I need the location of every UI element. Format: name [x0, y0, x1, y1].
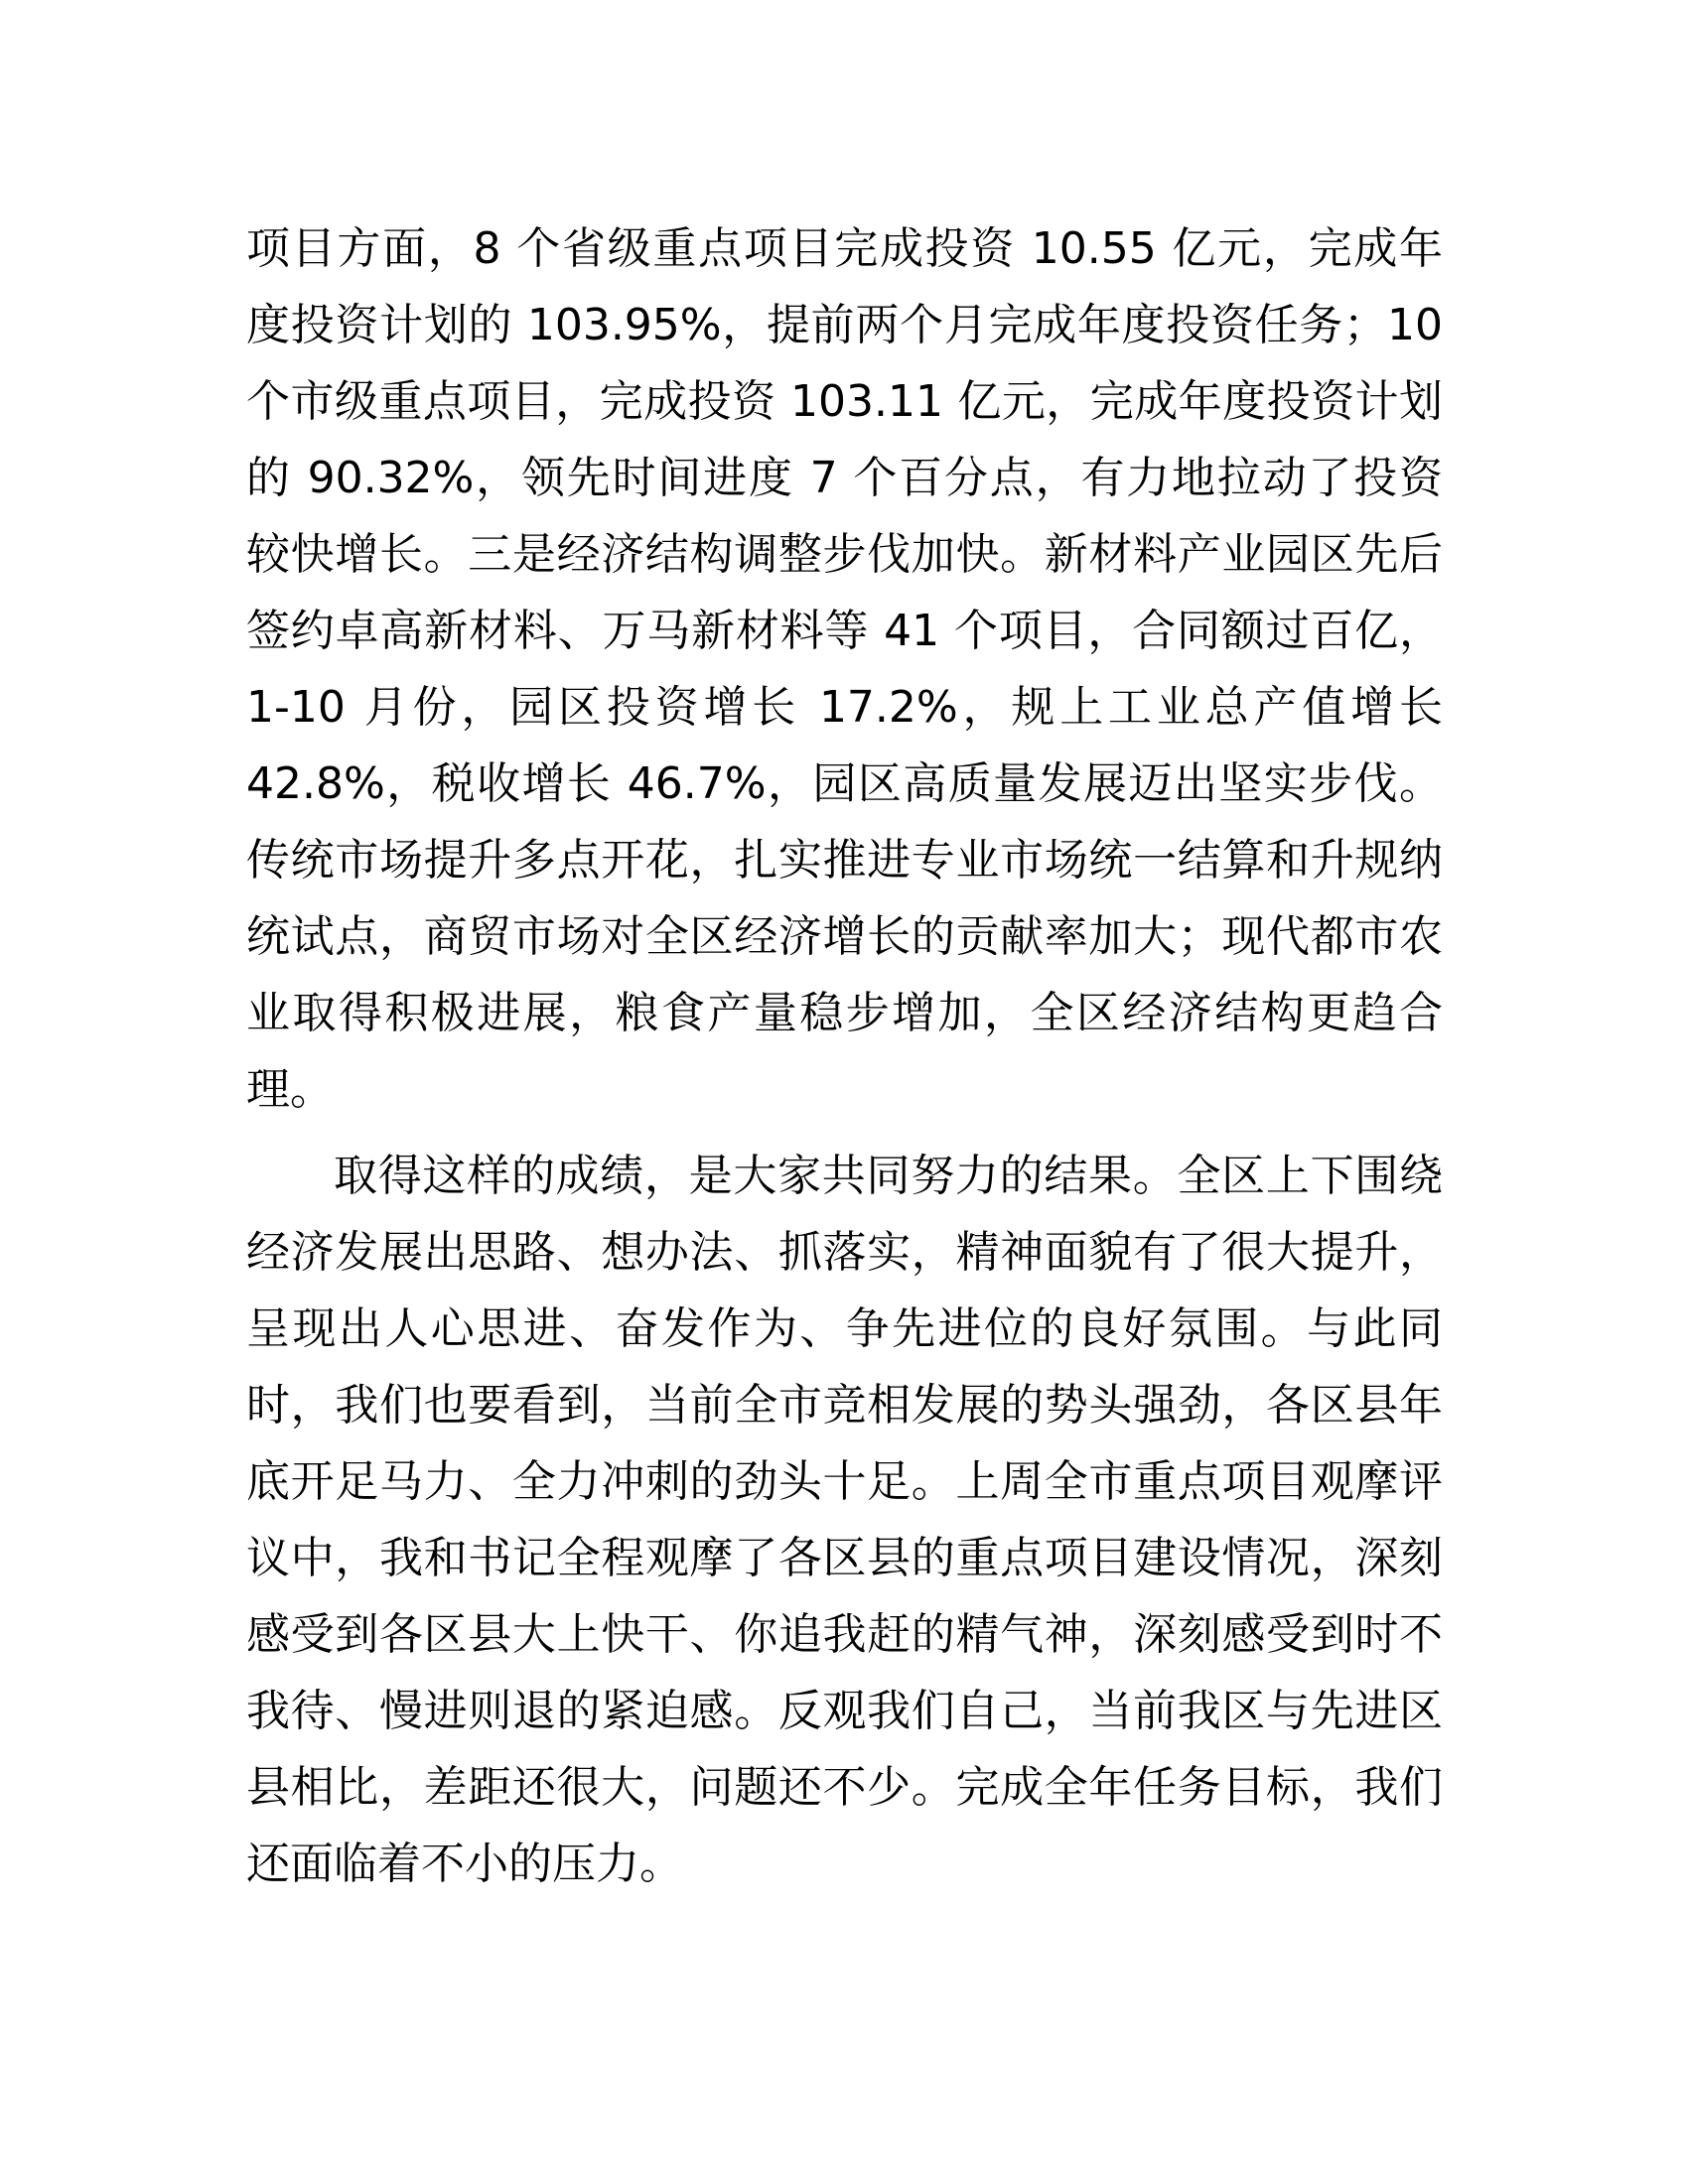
paragraph-achievements: 取得这样的成绩，是大家共同努力的结果。全区上下围绕经济发展出思路、想办法、抓落实，精神面貌有了很大提升，呈现出人心思进、奋发作为、争先进位的良好氛围。与此同时，我们也要看到，当前全市竞相发展的势头强劲，各区县年底开足马力、全力冲刺的劲头十足。上周全市重点项目观摩评议中，我和书记全程观摩了各区县的重点项目建设情况，深刻感受到各区县大上快干、你追我赶的精气神，深刻感受到时不我待、慢进则退的紧迫感。反观我们自己，当前我区与先进区县相比，差距还很大，问题还不少。完成全年任务目标，我们还面临着不小的压力。: [246, 1151, 1443, 1889]
paragraph-continuation: 项目方面，8 个省级重点项目完成投资 10.55 亿元，完成年度投资计划的 103.95%，提前两个月完成年度投资任务；10 个市级重点项目，完成投资 103.11 亿元，完成年度投资计划的 90.32%，领先时间进度 7 个百分点，有力地拉动了投资较快增长。三是经济结构调整步伐加快。新材料产业园区先后签约卓高新材料、万马新材料等 41 个项目，合同额过百亿，1-10 月份，园区投资增长 17.2%，规上工业总产值增长 42.8%，税收增长 46.7%，园区高质量发展迈出坚实步伐。传统市场提升多点开花，扎实推进专业市场统一结算和升规纳统试点，商贸市场对全区经济增长的贡献率加大；现代都市农业取得积极进展，粮食产量稳步增加，全区经济结构更趋合理。: [246, 223, 1443, 1115]
body-text: [246, 210, 1443, 1902]
